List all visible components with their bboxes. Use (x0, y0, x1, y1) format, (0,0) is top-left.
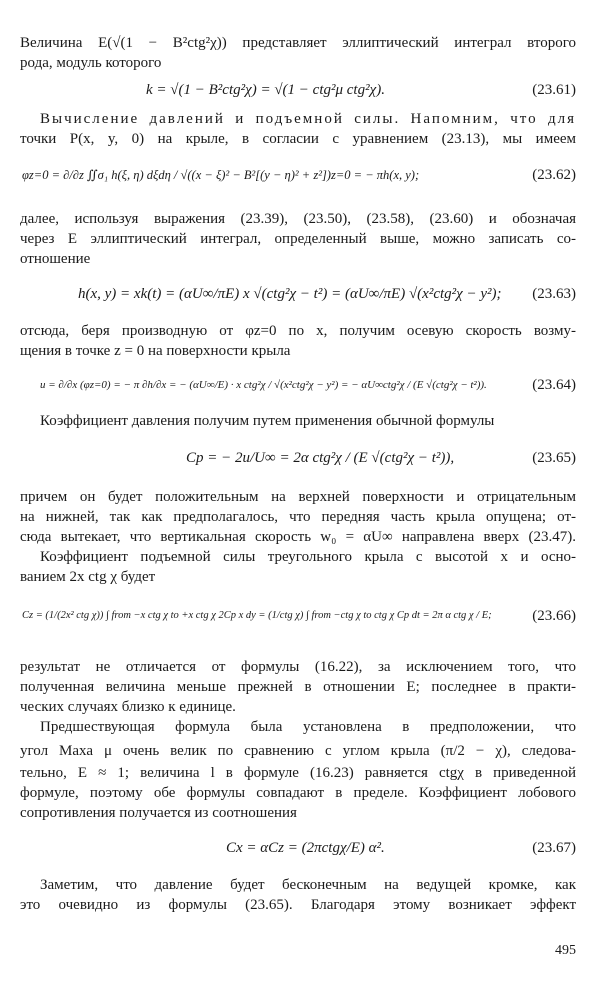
text-line: сюда вытекает, что вертикальная скорость w₀ = αU∞ направлена вверх (23.47). (20, 529, 576, 545)
text-line: ванием 2x ctg χ будет (20, 569, 156, 585)
equation-number: (23.65) (532, 450, 576, 466)
equation: h(x, y) = xk(t) = (αU∞/πE) x √(ctg²χ − t²) = (αU∞/πE) √(x²ctg²χ − y²); (78, 286, 502, 302)
equation-number: (23.64) (532, 377, 576, 393)
equation-number: (23.62) (532, 167, 576, 183)
equation: Cx = αCz = (2πctgχ/E) α². (226, 840, 385, 856)
text-line: это очевидно из формулы (23.65). Благодаря этому возникает эффект (20, 897, 576, 913)
equation-number: (23.61) (532, 82, 576, 98)
text-line: формуле, поэтому обе формулы совпадают в пределе. Коэффициент лобового (20, 785, 576, 801)
text-line: щения в точке z = 0 на поверхности крыла (20, 343, 291, 359)
text-line: Предшествующая формула была установлена в предположении, что (40, 719, 576, 735)
equation: Cp = − 2u/U∞ = 2α ctg²χ / (E √(ctg²χ − t²)), (186, 450, 455, 466)
section-heading-line: Вычисление давлений и подъемной силы. Напомним, что для (40, 111, 576, 127)
text-line: Коэффициент подъемной силы треугольного крыла с высотой x и осно- (40, 549, 576, 565)
equation-number: (23.63) (532, 286, 576, 302)
text-line: результат не отличается от формулы (16.22), за исключением того, что (20, 659, 576, 675)
equation-number: (23.67) (532, 840, 576, 856)
text-line: точки P(x, y, 0) на крыле, в согласии с уравнением (23.13), мы имеем (20, 131, 576, 147)
text-line: на нижней, так как предполагалось, что передняя часть крыла опущена; от- (20, 509, 576, 525)
equation: k = √(1 − B²ctg²χ) = √(1 − ctg²μ ctg²χ). (146, 82, 385, 98)
text-line: сопротивления получается из соотношения (20, 805, 297, 821)
text-line: Заметим, что давление будет бесконечным на ведущей кромке, как (40, 877, 576, 893)
text-line: ческих случаях близко к единице. (20, 699, 236, 715)
equation: Cz = (1/(2x² ctg χ)) ∫ from −x ctg χ to +x ctg χ 2Cp x dy = (1/ctg χ) ∫ from −ctg χ to ctg χ Cp dt = 2π α ctg χ / E; (22, 610, 492, 621)
text-line: далее, используя выражения (23.39), (23.50), (23.58), (23.60) и обозначая (20, 211, 576, 227)
page-number: 495 (555, 943, 576, 958)
text-line: тельно, E ≈ 1; величина l в формуле (16.23) равняется ctgχ в приведенной (20, 765, 576, 781)
text-line: отсюда, беря производную от φz=0 по x, получим осевую скорость возму- (20, 323, 576, 339)
equation: φz=0 = ∂/∂z ∬σ₁ h(ξ, η) dξdη / √((x − ξ)² − B²[(y − η)² + z²])z=0 = − πh(x, y); (22, 168, 420, 182)
equation-number: (23.66) (532, 608, 576, 624)
text-line: отношение (20, 251, 91, 267)
text-line: причем он будет положительным на верхней поверхности и отрицательным (20, 489, 576, 505)
text-line: через E эллиптический интеграл, определенный выше, можно записать со- (20, 231, 576, 247)
text-line: рода, модуль которого (20, 55, 162, 71)
text-line: Коэффициент давления получим путем применения обычной формулы (40, 413, 495, 429)
text-line: полученная величина меньше прежней в отношении E; последнее в практи- (20, 679, 576, 695)
text-line: угол Маха μ очень велик по сравнению с углом крыла (π/2 − χ), следова- (20, 743, 576, 759)
equation: u = ∂/∂x (φz=0) = − π ∂h/∂x = − (αU∞/E) · x ctg²χ / √(x²ctg²χ − y²) = − αU∞ctg²χ / (E √(ctg²χ − t²)). (40, 379, 487, 391)
text-line: Величина E(√(1 − B²ctg²χ)) представляет эллиптический интеграл второго (20, 35, 576, 51)
